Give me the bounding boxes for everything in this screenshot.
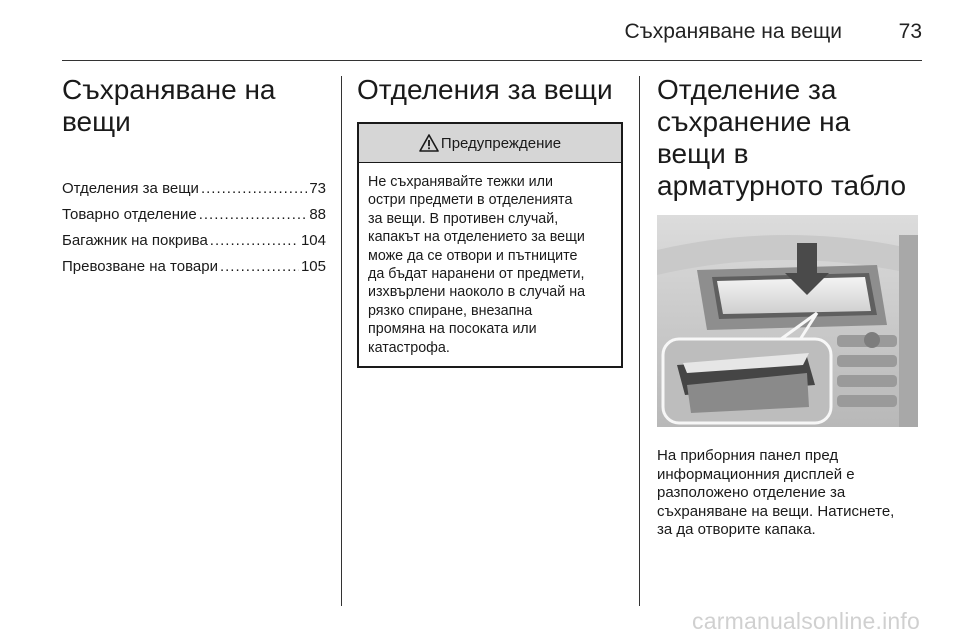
dashboard-compartment-image [657, 215, 918, 427]
toc-leader [201, 176, 307, 202]
toc-label: Превозване на товари [62, 258, 218, 275]
toc-label: Багажник на покрива [62, 232, 208, 249]
column-divider-right [639, 76, 640, 606]
chapter-column [62, 74, 326, 280]
warning-line: може да се отвори и пътниците [368, 247, 578, 264]
toc-page: 105 [300, 258, 326, 275]
toc-page: 73 [309, 180, 326, 197]
body-line: разположено отделение за [657, 484, 846, 502]
toc-page: 104 [300, 232, 326, 249]
subsection-column [657, 74, 920, 540]
chapter-heading: Съхраняване на вещи [62, 74, 276, 137]
dashboard-compartment-illustration [657, 215, 918, 427]
warning-line: изхвърлени наоколо в случай на [368, 284, 586, 301]
section-column [357, 74, 623, 368]
subsection-heading [657, 74, 920, 202]
toc-page: 88 [309, 206, 326, 223]
warning-header [359, 124, 621, 163]
warning-title: Предупреждение [440, 134, 562, 152]
running-title: Съхраняване на вещи [624, 20, 842, 43]
warning-line: остри предмети в отделенията [368, 192, 573, 209]
warning-triangle-icon [419, 134, 439, 152]
warning-line: катастрофа. [368, 339, 450, 356]
compartment-description [657, 447, 920, 540]
heading-line: арматурното табло [657, 170, 907, 201]
warning-line: промяна на посоката или [368, 321, 537, 338]
page-header [62, 18, 922, 61]
toc-entry[interactable] [62, 254, 326, 280]
warning-text [359, 163, 621, 366]
toc-label: Товарно отделение [62, 206, 197, 223]
warning-line: рязко спиране, внезапна [368, 302, 533, 319]
heading-line: съхранение на вещи в [657, 106, 851, 169]
body-line: На приборния панел пред [657, 447, 839, 464]
watermark: carmanualsonline.info [692, 608, 920, 634]
toc-entry[interactable] [62, 228, 326, 254]
toc-entry[interactable] [62, 202, 326, 228]
toc-leader [210, 228, 299, 254]
heading-line: Отделение за [657, 74, 837, 105]
toc-entry[interactable] [62, 176, 326, 202]
warning-line: за вещи. В противен случай, [368, 210, 559, 227]
table-of-contents [62, 176, 326, 280]
warning-line: да бъдат наранени от предмети, [368, 266, 585, 283]
body-line: информационния дисплей е [657, 465, 855, 483]
warning-box [357, 122, 623, 368]
warning-line: капакът на отделението за вещи [368, 229, 585, 246]
body-line: за да отворите капака. [657, 521, 816, 539]
body-line: съхраняване на вещи. Натиснете, [657, 502, 895, 520]
page-number: 73 [898, 20, 922, 43]
warning-line: Не съхранявайте тежки или [368, 174, 553, 190]
toc-leader [220, 254, 299, 280]
column-divider-left [341, 76, 342, 606]
section-heading: Отделения за вещи [357, 74, 613, 105]
toc-leader [199, 202, 308, 228]
toc-label: Отделения за вещи [62, 180, 199, 197]
